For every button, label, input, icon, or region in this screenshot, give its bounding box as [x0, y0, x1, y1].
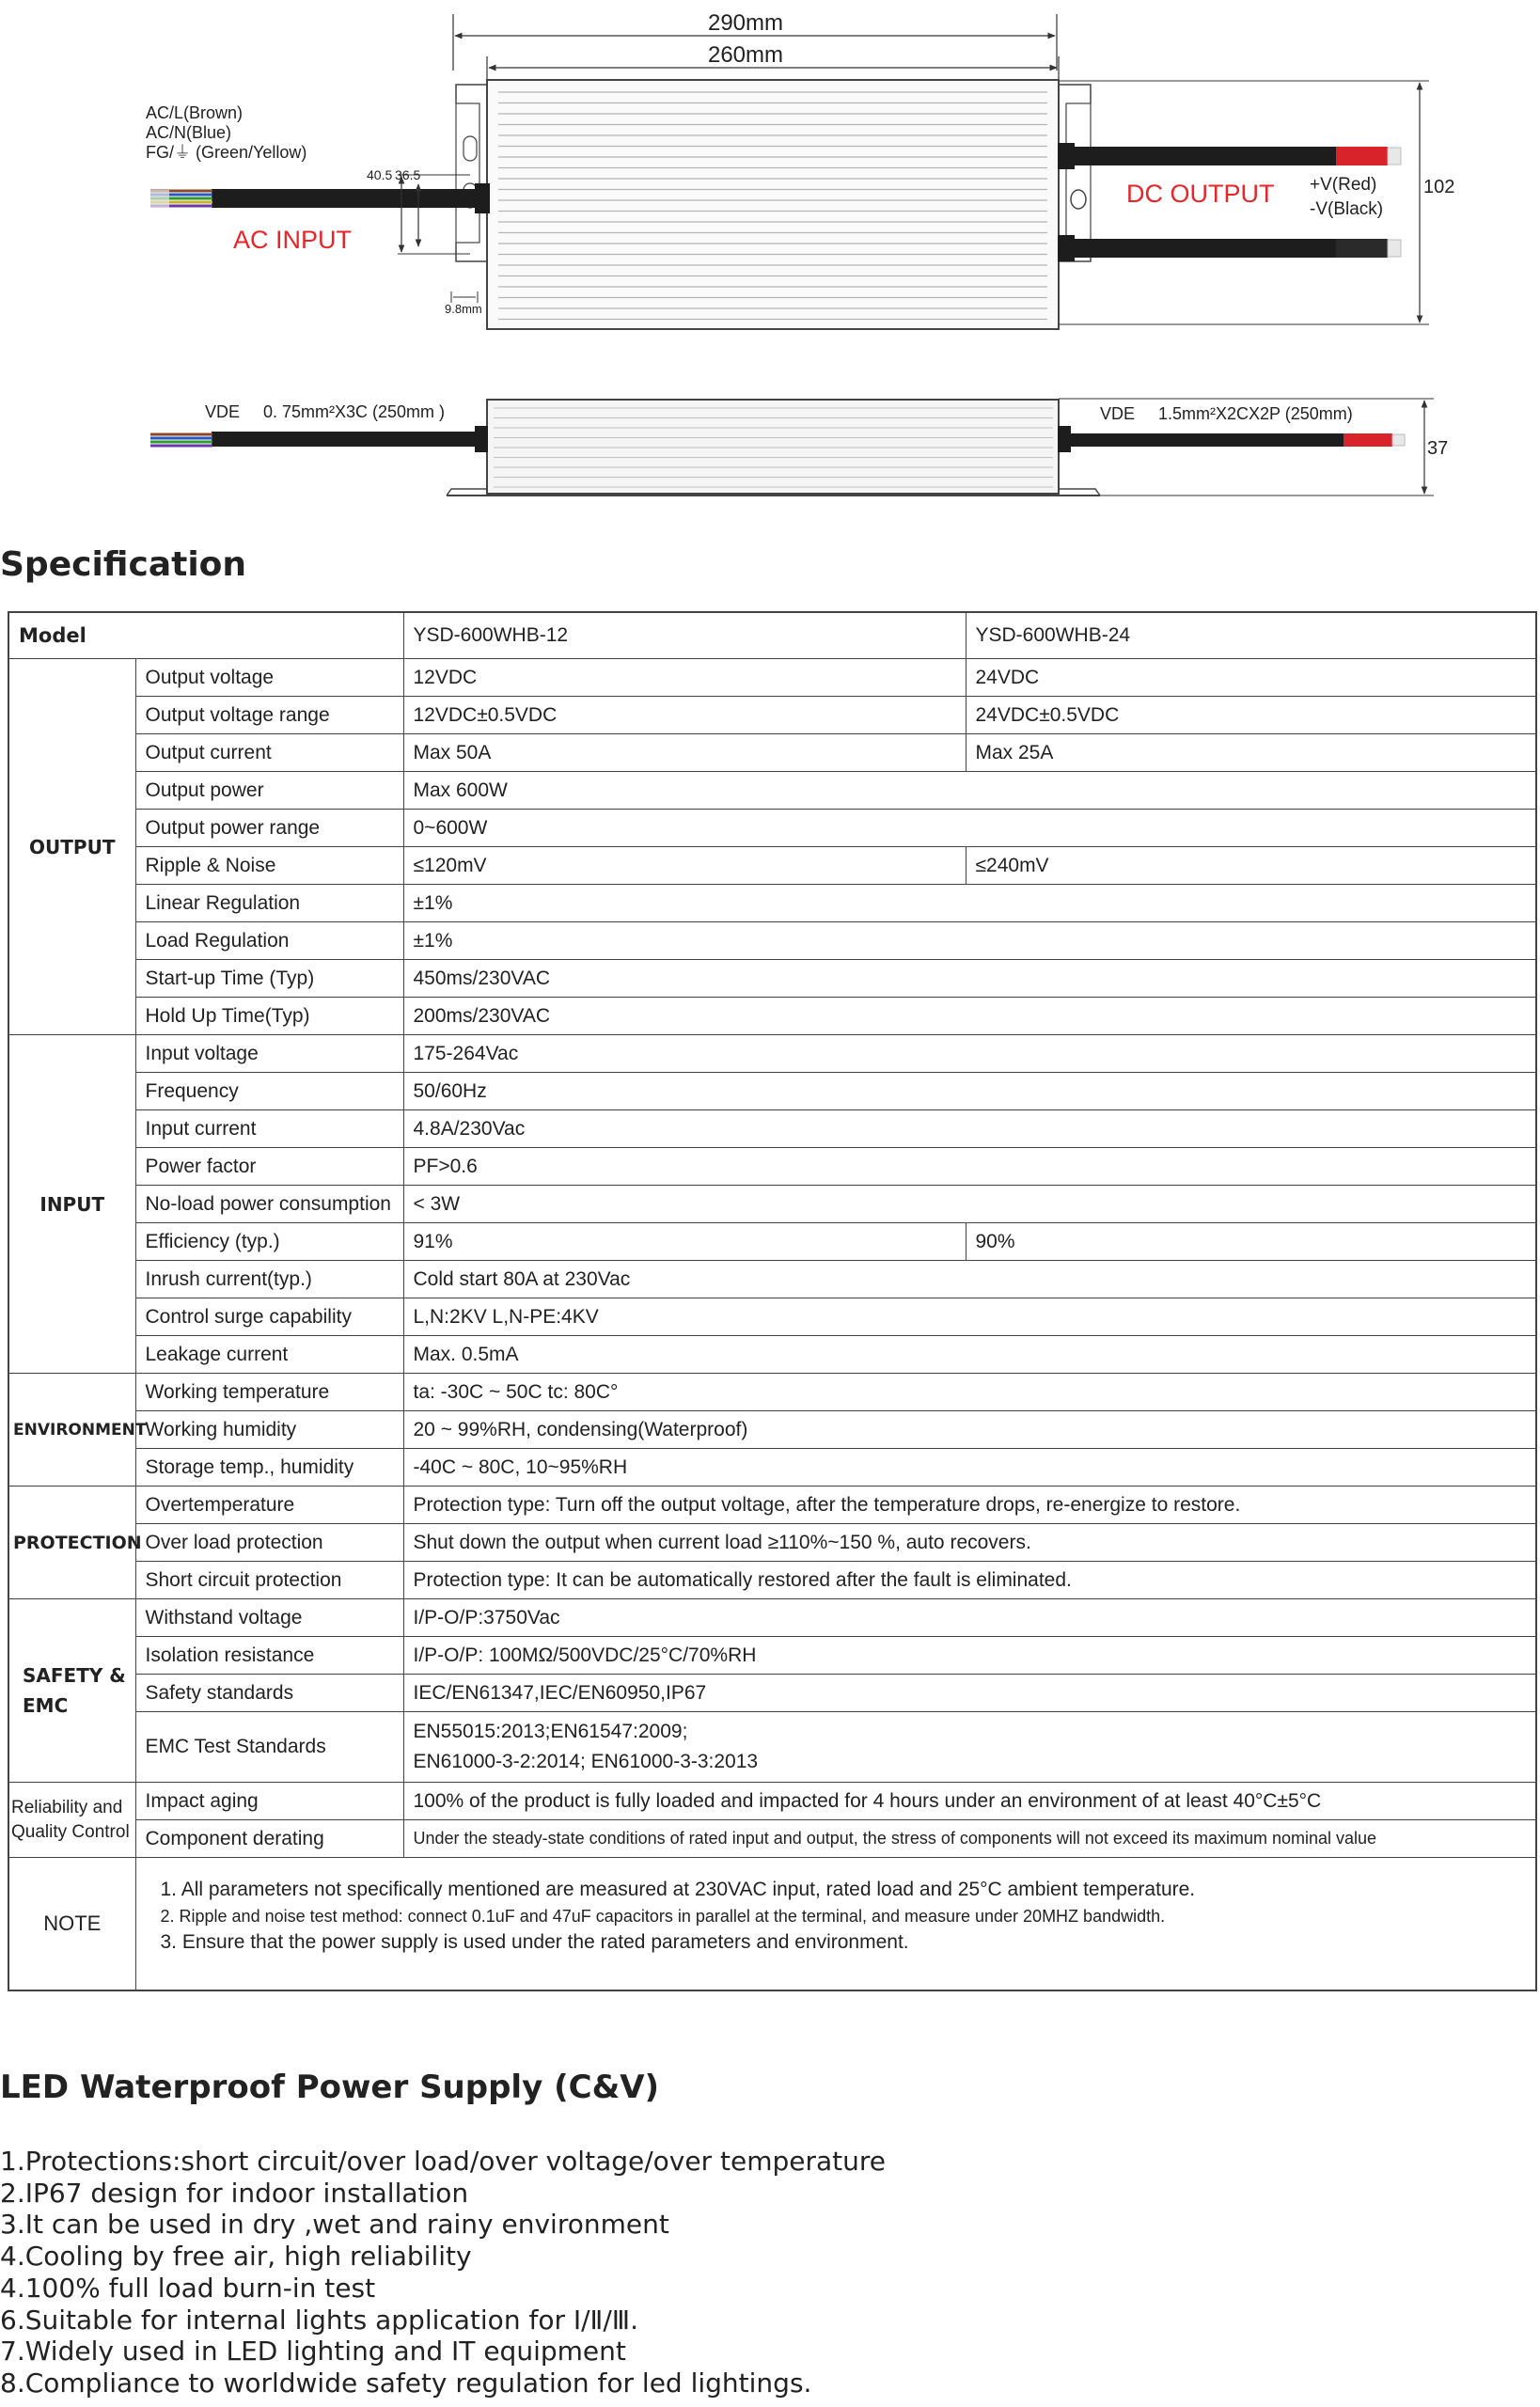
param-value: I/P-O/P: 100MΩ/500VDC/25°C/70%RH [403, 1637, 1536, 1675]
group-reliability [8, 1783, 135, 1858]
param-value: L,N:2KV L,N-PE:4KV [403, 1298, 1536, 1336]
param-value: ±1% [403, 885, 1536, 922]
param-label: Impact aging [135, 1783, 403, 1820]
param-value: ta: -30C ~ 50C tc: 80C° [403, 1374, 1536, 1411]
model-a: YSD-600WHB-12 [403, 612, 966, 659]
param-value: 50/60Hz [403, 1073, 1536, 1110]
param-label: Working temperature [135, 1374, 403, 1411]
dim-body-length: 260mm [707, 42, 784, 68]
dc-cable-spec: 1.5mm²X2CX2P (250mm) [1158, 404, 1353, 423]
emc-standards-line1: EN55015:2013;EN61547:2009; [413, 1721, 688, 1742]
table-row [8, 659, 1536, 697]
note-line-3: 3. Ensure that the power supply is used under the rated parameters and environment. [160, 1931, 909, 1953]
dim-mount-1: 40.5 [367, 167, 393, 182]
param-label: Storage temp., humidity [135, 1449, 403, 1487]
feature-item: 4.100% full load burn-in test [0, 2272, 376, 2304]
param-label: Ripple & Noise [135, 847, 403, 885]
vde-left-label: VDE [205, 402, 241, 421]
param-label: Over load protection [135, 1524, 403, 1562]
param-label: Isolation resistance [135, 1637, 403, 1675]
param-label: Withstand voltage [135, 1599, 403, 1637]
note-row [8, 1858, 1536, 1991]
param-label: Load Regulation [135, 922, 403, 960]
note-line-1: 1. All parameters not specifically mentioned are measured at 230VAC input, rated load and 25°C ambient temperature. [160, 1879, 1196, 1900]
features-title: LED Waterproof Power Supply (C&V) [0, 2069, 660, 2106]
ac-wire-label-n: AC/N(Blue) [146, 123, 232, 142]
feature-item: 2.IP67 design for indoor installation [0, 2177, 469, 2209]
param-value: < 3W [403, 1186, 1536, 1223]
param-value: Cold start 80A at 230Vac [403, 1261, 1536, 1298]
param-label: Short circuit protection [135, 1562, 403, 1599]
table-row [8, 998, 1536, 1035]
param-label: Working humidity [135, 1411, 403, 1449]
group-input: INPUT [8, 1035, 135, 1374]
param-value: Protection type: Turn off the output voltage, after the temperature drops, re-energize to restore. [403, 1487, 1536, 1524]
table-row [8, 1820, 1536, 1858]
specification-title: Specification [0, 545, 247, 584]
table-row [8, 847, 1536, 885]
param-value-b: 24VDC [966, 659, 1536, 697]
table-row [8, 1487, 1536, 1524]
param-label: Output voltage [135, 659, 403, 697]
table-row [8, 1449, 1536, 1487]
dc-output-label: DC OUTPUT [1126, 180, 1275, 208]
features-list [0, 2146, 886, 2399]
table-row [8, 1524, 1536, 1562]
feature-item: 1.Protections:short circuit/over load/over voltage/over temperature [0, 2146, 886, 2177]
param-value: 175-264Vac [403, 1035, 1536, 1073]
dim-mount-hole: 9.8mm [445, 302, 482, 316]
note-content [135, 1858, 1536, 1991]
param-label: EMC Test Standards [135, 1712, 403, 1783]
param-label: Input current [135, 1110, 403, 1148]
param-label: No-load power consumption [135, 1186, 403, 1223]
param-label: Efficiency (typ.) [135, 1223, 403, 1261]
table-row [8, 1336, 1536, 1374]
param-value: IEC/EN61347,IEC/EN60950,IP67 [403, 1675, 1536, 1712]
param-label: Hold Up Time(Typ) [135, 998, 403, 1035]
group-output: OUTPUT [8, 659, 135, 1035]
param-value: 100% of the product is fully loaded and impacted for 4 hours under an environment of at least 40°C±5°C [403, 1783, 1536, 1820]
table-row [8, 1562, 1536, 1599]
param-label: Control surge capability [135, 1298, 403, 1336]
param-label: Start-up Time (Typ) [135, 960, 403, 998]
param-label: Input voltage [135, 1035, 403, 1073]
table-row [8, 1148, 1536, 1186]
feature-item: 3.It can be used in dry ,wet and rainy environment [0, 2209, 669, 2241]
param-value: 200ms/230VAC [403, 998, 1536, 1035]
param-label: Component derating [135, 1820, 403, 1858]
param-value: Protection type: It can be automatically restored after the fault is eliminated. [403, 1562, 1536, 1599]
group-protection: PROTECTION [8, 1487, 135, 1599]
group-reliability-line1: Reliability and [11, 1797, 123, 1817]
emc-standards-line2: EN61000-3-2:2014; EN61000-3-3:2013 [413, 1751, 759, 1772]
param-label: Power factor [135, 1148, 403, 1186]
table-row [8, 1783, 1536, 1820]
param-value: 450ms/230VAC [403, 960, 1536, 998]
table-row [8, 960, 1536, 998]
table-row [8, 772, 1536, 810]
param-value-b: Max 25A [966, 734, 1536, 772]
dimension-drawing [0, 0, 1540, 527]
table-row [8, 922, 1536, 960]
table-row [8, 1599, 1536, 1637]
param-value: PF>0.6 [403, 1148, 1536, 1186]
param-value: 0~600W [403, 810, 1536, 847]
table-row [8, 1298, 1536, 1336]
ac-wire-label-l: AC/L(Brown) [146, 103, 244, 122]
table-row [8, 1110, 1536, 1148]
param-label: Leakage current [135, 1336, 403, 1374]
table-row [8, 1712, 1536, 1783]
param-value-a: ≤120mV [403, 847, 966, 885]
param-value [403, 1712, 1536, 1783]
param-value-b: 90% [966, 1223, 1536, 1261]
top-view [146, 10, 1454, 329]
group-reliability-line2: Quality Control [11, 1821, 130, 1842]
group-safety-line1: SAFETY & [23, 1664, 126, 1687]
feature-item: 8.Compliance to worldwide safety regulation for led lightings. [0, 2367, 812, 2399]
dc-negative-label: -V(Black) [1310, 199, 1384, 219]
param-label: Safety standards [135, 1675, 403, 1712]
group-safety-emc [8, 1599, 135, 1783]
table-row [8, 697, 1536, 734]
dim-overall-length: 290mm [707, 10, 784, 36]
param-value: 4.8A/230Vac [403, 1110, 1536, 1148]
side-view [150, 399, 1448, 496]
ac-wire-label-fg: FG/⏚ (Green/Yellow) [146, 143, 307, 162]
param-value-a: 91% [403, 1223, 966, 1261]
group-safety-line2: EMC [23, 1694, 69, 1717]
table-row [8, 1675, 1536, 1712]
param-value-b: 24VDC±0.5VDC [966, 697, 1536, 734]
param-value: 20 ~ 99%RH, condensing(Waterproof) [403, 1411, 1536, 1449]
param-value: I/P-O/P:3750Vac [403, 1599, 1536, 1637]
dim-mount-2: 36.5 [395, 167, 421, 182]
param-value: -40C ~ 80C, 10~95%RH [403, 1449, 1536, 1487]
note-line-2: 2. Ripple and noise test method: connect 0.1uF and 47uF capacitors in parallel at the terminal, and measure under 20MHZ bandwidth. [160, 1907, 1166, 1926]
table-row [8, 1073, 1536, 1110]
feature-item: 6.Suitable for internal lights application for Ⅰ/Ⅱ/Ⅲ. [0, 2304, 638, 2336]
dim-height: 37 [1427, 438, 1449, 459]
table-header-row [8, 612, 1536, 659]
model-label: Model [8, 612, 403, 659]
dc-positive-label: +V(Red) [1310, 175, 1377, 195]
param-label: Output voltage range [135, 697, 403, 734]
param-label: Inrush current(typ.) [135, 1261, 403, 1298]
table-row [8, 1637, 1536, 1675]
param-value: Shut down the output when current load ≥110%~150 %, auto recovers. [403, 1524, 1536, 1562]
param-value-a: Max 50A [403, 734, 966, 772]
feature-item: 7.Widely used in LED lighting and IT equipment [0, 2336, 626, 2368]
note-label: NOTE [8, 1858, 135, 1991]
vde-right-label: VDE [1100, 404, 1136, 423]
param-label: Overtemperature [135, 1487, 403, 1524]
param-label: Output power range [135, 810, 403, 847]
table-row [8, 1186, 1536, 1223]
table-row [8, 734, 1536, 772]
param-value: Under the steady-state conditions of rated input and output, the stress of components will not exceed its maximum nominal value [403, 1820, 1536, 1858]
model-b: YSD-600WHB-24 [966, 612, 1536, 659]
table-row [8, 1411, 1536, 1449]
param-value-a: 12VDC [403, 659, 966, 697]
param-label: Linear Regulation [135, 885, 403, 922]
param-value-b: ≤240mV [966, 847, 1536, 885]
ac-input-label: AC INPUT [233, 226, 353, 254]
param-value: Max. 0.5mA [403, 1336, 1536, 1374]
table-row [8, 1223, 1536, 1261]
table-row [8, 1035, 1536, 1073]
param-value: Max 600W [403, 772, 1536, 810]
param-label: Output current [135, 734, 403, 772]
table-row [8, 885, 1536, 922]
feature-item: 4.Cooling by free air, high reliability [0, 2241, 472, 2273]
table-row [8, 1374, 1536, 1411]
param-label: Frequency [135, 1073, 403, 1110]
group-environment: ENVIRONMENT [8, 1374, 135, 1487]
dim-width: 102 [1423, 177, 1455, 197]
table-row [8, 1261, 1536, 1298]
ac-cable-spec: 0. 75mm²X3C (250mm ) [263, 402, 446, 421]
param-value-a: 12VDC±0.5VDC [403, 697, 966, 734]
param-label: Output power [135, 772, 403, 810]
param-value: ±1% [403, 922, 1536, 960]
table-row [8, 810, 1536, 847]
spec-table [8, 611, 1537, 1991]
